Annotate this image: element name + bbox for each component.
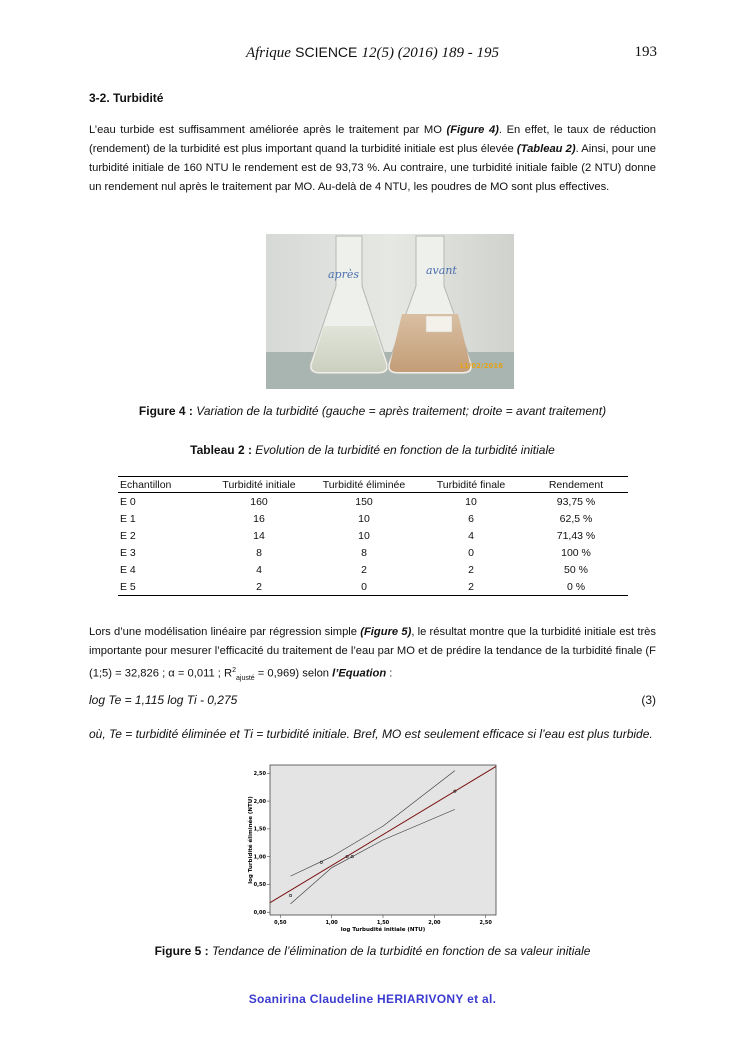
- cell-sample: E 2: [120, 529, 136, 542]
- y-tick-label: 1,50: [253, 826, 266, 833]
- paragraph-turbidity: [89, 121, 656, 197]
- cell-initial: 2: [208, 578, 310, 596]
- figure5-label: Figure 5 :: [154, 944, 209, 958]
- figure4-reference[interactable]: (Figure 4): [446, 124, 499, 136]
- cell-yield: 0 %: [524, 578, 628, 596]
- y-tick-label: 2,00: [253, 798, 266, 805]
- x-tick-label: 2,00: [428, 920, 441, 926]
- y-axis-label: log Turbidité éliminée (NTU): [248, 796, 254, 884]
- y-tick-label: 2,50: [253, 771, 266, 778]
- cell-sample: E 3: [120, 546, 136, 559]
- section-title: 3-2. Turbidité: [89, 91, 164, 105]
- journal-name: Afrique: [245, 45, 291, 61]
- x-tick-label: 2,50: [479, 920, 492, 926]
- page-number: 193: [634, 44, 657, 60]
- journal-science: SCIENCE: [295, 44, 358, 60]
- equation-3: log Te = 1,115 log Ti - 0,275: [89, 693, 238, 707]
- cell-removed: 0: [310, 578, 418, 596]
- cell-initial: 8: [256, 546, 262, 559]
- cell-removed: 10: [358, 512, 370, 525]
- table2-caption: [0, 443, 745, 457]
- cell-yield: 93,75 %: [556, 495, 596, 508]
- equation-reference[interactable]: l’Equation: [332, 667, 387, 680]
- table-header-row: [118, 477, 628, 493]
- para1-text-2: . En effet, le taux de réduction (rendement) de la turbidité est plus important quand la turbidité initiale est plus élevée: [89, 124, 657, 155]
- cell-removed: 8: [361, 546, 367, 559]
- cell-initial: 16: [253, 512, 265, 525]
- cell-removed: 150: [355, 495, 373, 508]
- table-row: [118, 544, 628, 561]
- cell-yield: 71,43 %: [556, 529, 596, 542]
- para1-text-1: L’eau turbide est suffisamment améliorée après le traitement par MO: [89, 124, 447, 136]
- cell-yield: 100 %: [561, 546, 591, 559]
- label-avant: avant: [426, 264, 457, 277]
- flasks-photo-svg: [266, 234, 514, 389]
- x-tick-label: 1,50: [376, 920, 390, 926]
- table-row: [118, 578, 628, 596]
- r-squared-subscript: ajusté: [236, 674, 255, 682]
- cell-final: 2: [468, 563, 474, 576]
- cell-removed: 10: [358, 529, 370, 542]
- table-row: [118, 510, 628, 527]
- label-apres: après: [328, 268, 360, 281]
- running-header: [0, 44, 745, 62]
- definitions-note: où, Te = turbidité éliminée et Ti = turbidité initiale. Bref, MO est seulement efficace si l’eau est plus turbide.: [89, 727, 653, 741]
- para2-text-4: :: [386, 667, 393, 680]
- cell-removed: 2: [361, 563, 367, 576]
- journal-citation: 12(5) (2016) 189 - 195: [361, 45, 500, 61]
- regression-chart: [244, 757, 504, 933]
- figure5-caption: [0, 944, 745, 958]
- figure4-label: Figure 4 :: [138, 404, 193, 418]
- cell-initial: 4: [256, 563, 262, 576]
- cell-sample: E 0: [120, 495, 136, 508]
- table2-reference[interactable]: (Tableau 2): [516, 143, 576, 155]
- cell-final: 0: [468, 546, 474, 559]
- table-row: [118, 561, 628, 578]
- col-turbidite-eliminee: Turbidité éliminée: [310, 477, 418, 493]
- cell-sample: E 4: [120, 563, 136, 576]
- flasks-photo: [266, 234, 514, 389]
- col-turbidite-finale: Turbidité finale: [418, 477, 524, 493]
- para2-text-2: , le résultat montre que la turbidité initiale est très importante pour mesurer l’efficacité du traitement de l’eau par MO et de prédire la tendance de la turbidité finale (F (1;5) = 32,826 ; α = 0,011 ; R: [89, 626, 656, 680]
- table-row: [118, 493, 628, 511]
- x-axis-label: log Turbudité initiale (NTU): [340, 927, 426, 933]
- figure4-text: Variation de la turbidité (gauche = après traitement; droite = avant traitement): [196, 404, 607, 418]
- author-footer: Soanirina Claudeline HERIARIVONY et al.: [248, 992, 497, 1006]
- regression-chart-svg: [244, 757, 504, 933]
- figure5-reference[interactable]: (Figure 5): [360, 626, 412, 638]
- table2-label: Tableau 2 :: [190, 443, 252, 457]
- cell-final: 2: [418, 578, 524, 596]
- col-turbidite-initiale: Turbidité initiale: [208, 477, 310, 493]
- cell-yield: 62,5 %: [559, 512, 593, 525]
- photo-date-stamp: 11/02/2016: [459, 362, 504, 370]
- y-tick-label: 1,00: [253, 854, 266, 861]
- cell-initial: 14: [253, 529, 265, 542]
- y-tick-label: 0,00: [253, 910, 266, 917]
- cell-final: 10: [465, 495, 477, 508]
- table2-text: Evolution de la turbidité en fonction de la turbidité initiale: [255, 443, 555, 457]
- para2-text-3: = 0,969) selon: [254, 667, 333, 680]
- table-row: [118, 527, 628, 544]
- paragraph-regression: [89, 623, 656, 688]
- col-rendement: Rendement: [524, 477, 628, 493]
- para1-text-3: . Ainsi, pour une turbidité initiale de 160 NTU le rendement est de 93,73 %. Au contraire, une turbidité initiale faible (2 NTU) donne un rendement nul après le traitement par MO. Au-delà de 4 NTU, les poudres de MO sont plus effectives.: [89, 143, 657, 193]
- y-tick-label: 0,50: [253, 882, 266, 889]
- figure5-text: Tendance de l’élimination de la turbidité en fonction de sa valeur initiale: [211, 944, 591, 958]
- x-tick-label: 0,50: [274, 920, 287, 926]
- figure4-caption: [0, 404, 745, 418]
- r-squared-exponent: 2: [232, 667, 236, 674]
- cell-final: 4: [468, 529, 474, 542]
- para2-text-1: Lors d’une modélisation linéaire par régression simple: [89, 626, 361, 638]
- equation-number: (3): [641, 693, 656, 707]
- cell-sample: E 5: [118, 578, 208, 596]
- cell-sample: E 1: [120, 512, 136, 525]
- cell-yield: 50 %: [564, 563, 588, 576]
- cell-initial: 160: [250, 495, 268, 508]
- col-echantillon: Echantillon: [118, 477, 208, 493]
- cell-final: 6: [468, 512, 474, 525]
- x-tick-label: 1,00: [325, 920, 338, 926]
- turbidity-table: [118, 476, 628, 596]
